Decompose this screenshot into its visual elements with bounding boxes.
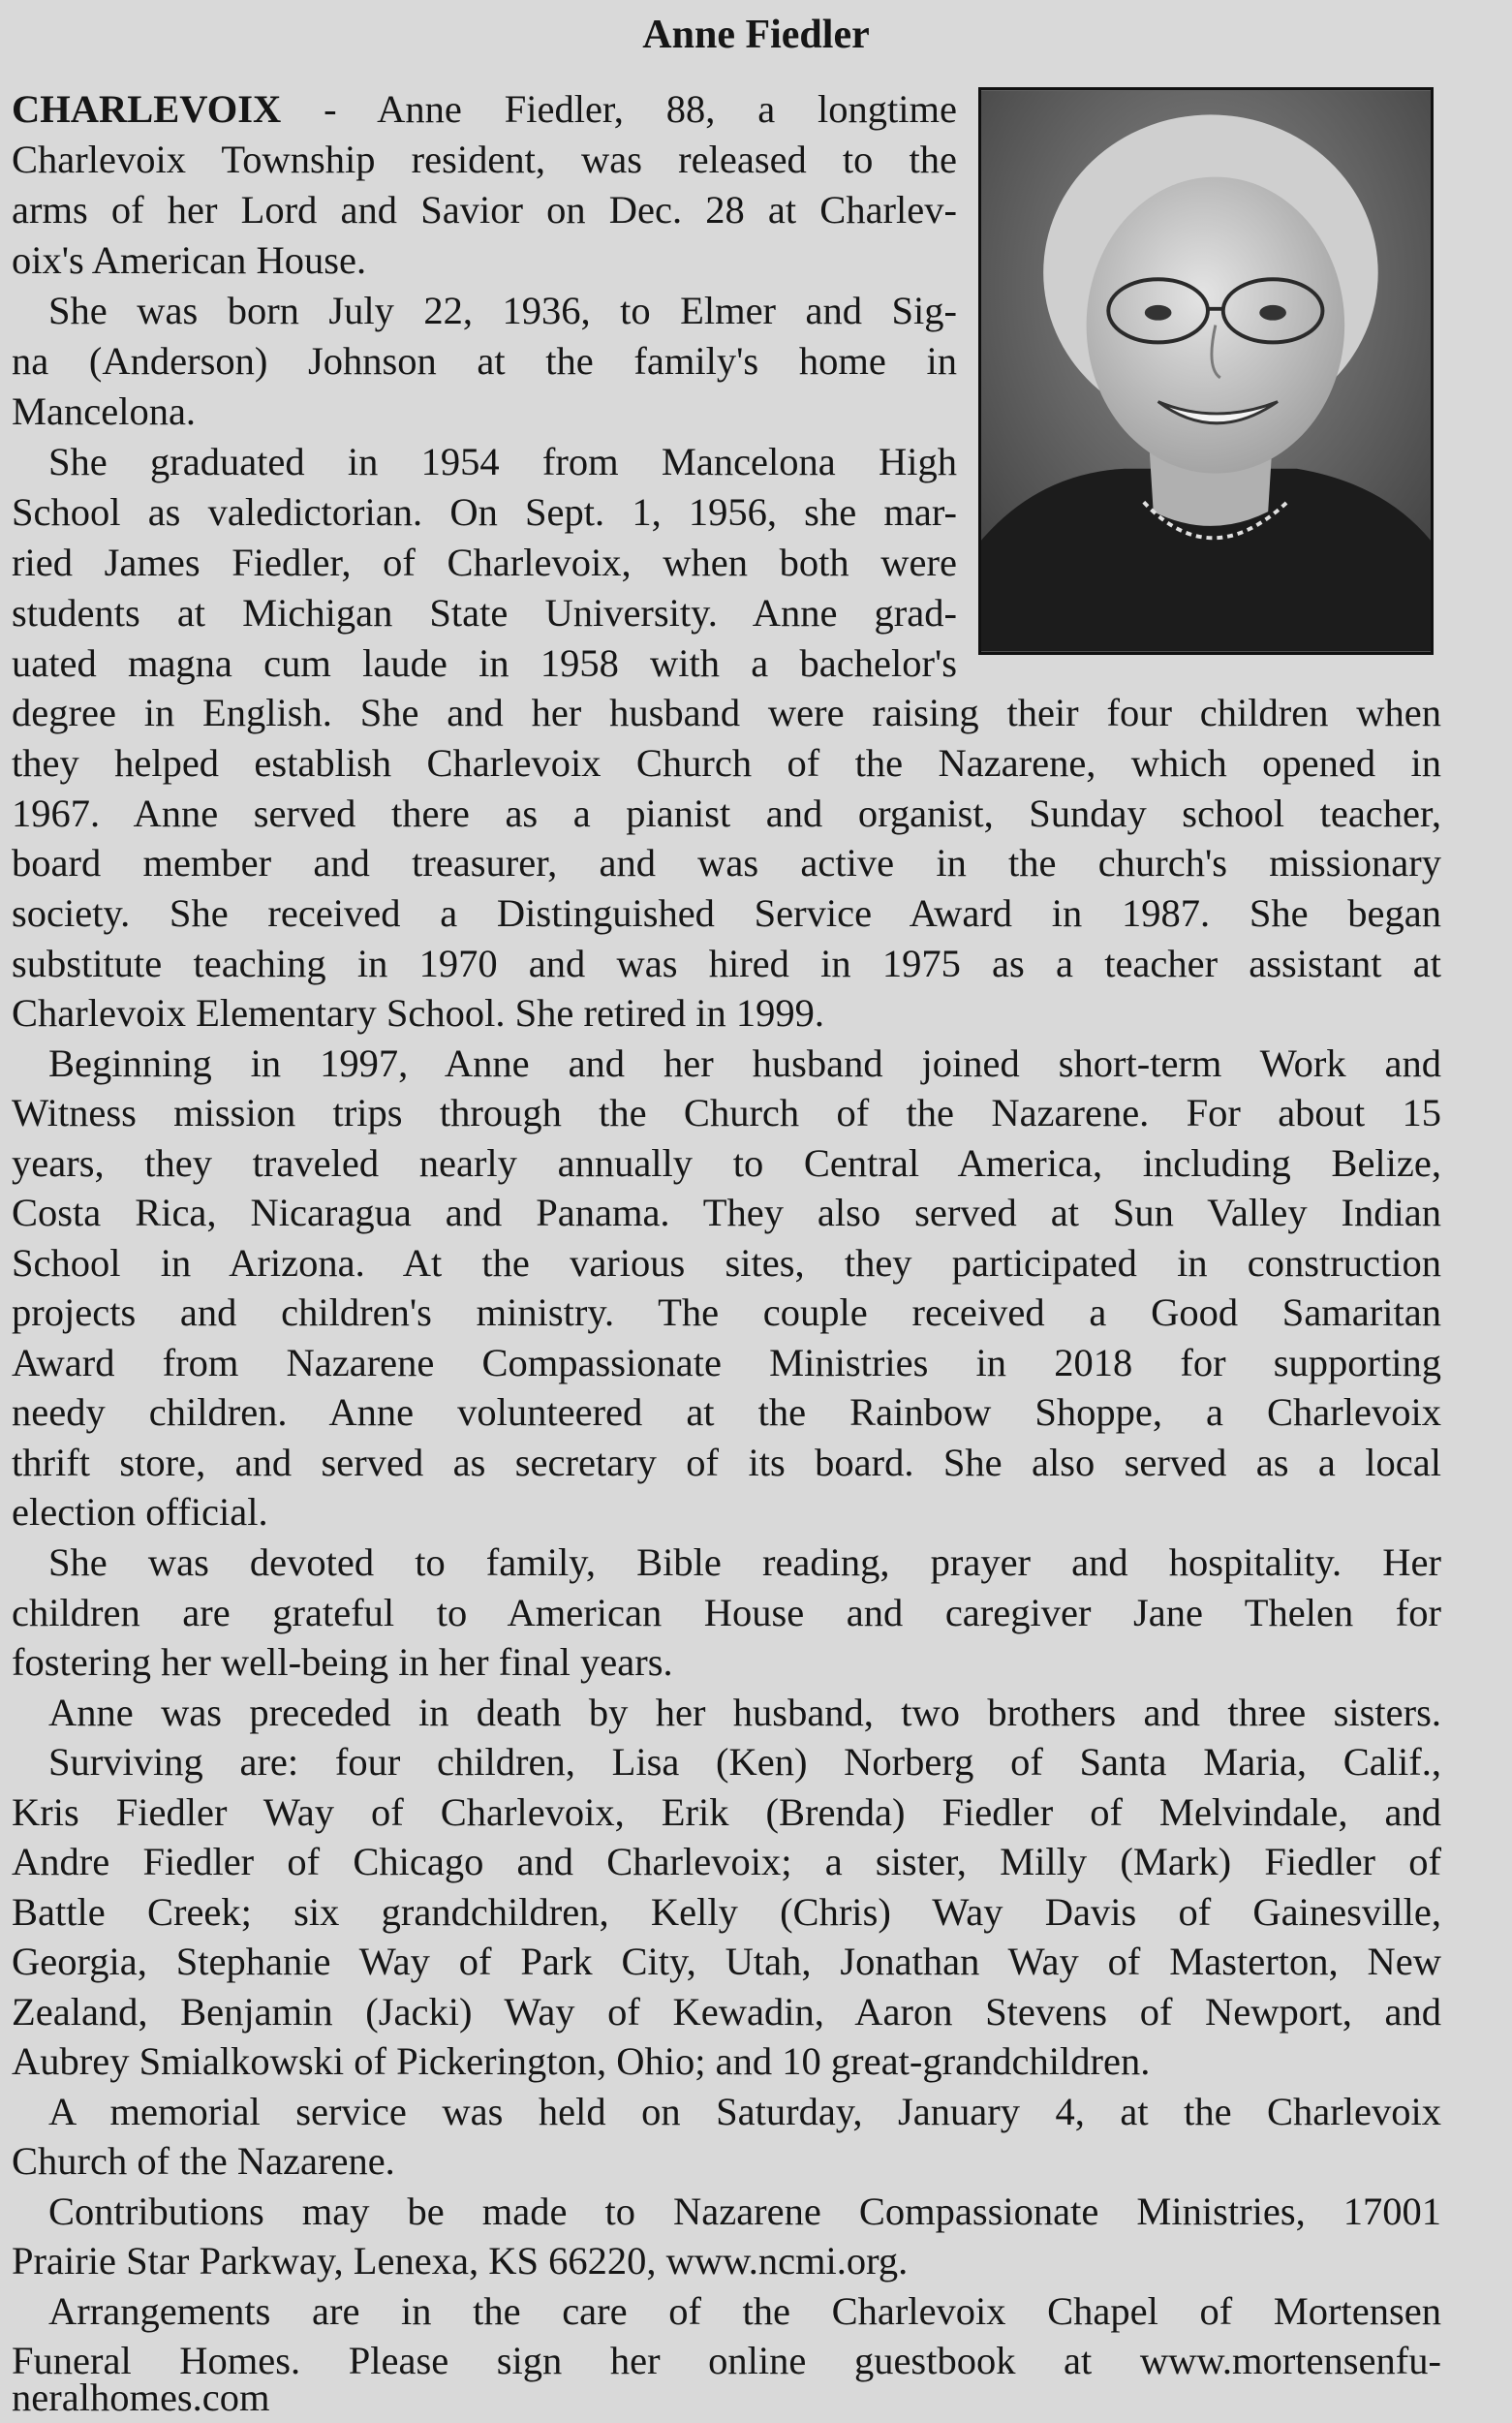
text-line: election official.	[12, 1490, 268, 1534]
text-line-content: - Anne Fiedler, 88, a longtime	[281, 87, 957, 131]
text-line: Beginning in 1997, Anne and her husband joined short-term Work and	[48, 1041, 1441, 1085]
text-line: needy children. Anne volunteered at the Rainbow Shoppe, a Charlevoix	[12, 1390, 1441, 1434]
text-line: years, they traveled nearly annually to Central America, including Belize,	[12, 1141, 1441, 1185]
text-line: Costa Rica, Nicaragua and Panama. They also served at Sun Valley Indian	[12, 1191, 1441, 1234]
text-line: degree in English. She and her husband were raising their four children when	[12, 691, 1441, 734]
text-line: School as valedictorian. On Sept. 1, 1956, she mar-	[12, 490, 957, 534]
text-line: School in Arizona. At the various sites, they participated in construction	[12, 1241, 1441, 1285]
text-line: Witness mission trips through the Church of the Nazarene. For about 15	[12, 1091, 1441, 1134]
text-line: oix's American House.	[12, 238, 367, 282]
text-line: Surviving are: four children, Lisa (Ken) Norberg of Santa Maria, Calif.,	[48, 1740, 1441, 1784]
text-line: Funeral Homes. Please sign her online guestbook at www.mortensenfu-	[12, 2339, 1441, 2382]
portrait-illustration	[981, 90, 1431, 652]
text-line: neralhomes.com	[12, 2376, 270, 2419]
text-line: Prairie Star Parkway, Lenexa, KS 66220, www.ncmi.org.	[12, 2239, 909, 2283]
text-line: Charlevoix Elementary School. She retired in 1999.	[12, 991, 825, 1035]
text-line: Zealand, Benjamin (Jacki) Way of Kewadin, Aaron Stevens of Newport, and	[12, 1990, 1441, 2034]
text-line: 1967. Anne served there as a pianist and organist, Sunday school teacher,	[12, 792, 1441, 835]
text-line: Mancelona.	[12, 389, 197, 433]
text-line: na (Anderson) Johnson at the family's home in	[12, 339, 957, 383]
text-line: She graduated in 1954 from Mancelona High	[48, 440, 957, 483]
text-line: Arrangements are in the care of the Charlevoix Chapel of Mortensen	[48, 2289, 1441, 2333]
text-line	[12, 85, 957, 134]
obituary-title: Anne Fiedler	[642, 13, 870, 57]
dateline: CHARLEVOIX	[12, 87, 282, 131]
text-line: Award from Nazarene Compassionate Ministries in 2018 for supporting	[12, 1341, 1441, 1384]
text-line: projects and children's ministry. The couple received a Good Samaritan	[12, 1290, 1441, 1334]
portrait-photo	[978, 87, 1434, 655]
text-line: students at Michigan State University. Anne grad-	[12, 591, 957, 635]
text-line: Contributions may be made to Nazarene Compassionate Ministries, 17001	[48, 2190, 1441, 2233]
text-line: Anne was preceded in death by her husband, two brothers and three sisters.	[48, 1691, 1441, 1734]
text-line: society. She received a Distinguished Service Award in 1987. She began	[12, 891, 1441, 935]
text-line: Aubrey Smialkowski of Pickerington, Ohio; and 10 great-grandchildren.	[12, 2039, 1151, 2083]
text-line: Kris Fiedler Way of Charlevoix, Erik (Brenda) Fiedler of Melvindale, and	[12, 1790, 1441, 1834]
text-line: board member and treasurer, and was active in the church's missionary	[12, 841, 1441, 885]
text-line: She was born July 22, 1936, to Elmer and Sig-	[48, 289, 957, 332]
text-line: they helped establish Charlevoix Church of the Nazarene, which opened in	[12, 741, 1441, 785]
text-line: Church of the Nazarene.	[12, 2139, 395, 2183]
text-line: thrift store, and served as secretary of its board. She also served as a local	[12, 1441, 1441, 1484]
text-line: She was devoted to family, Bible reading, prayer and hospitality. Her	[48, 1540, 1441, 1584]
text-line: children are grateful to American House and caregiver Jane Thelen for	[12, 1591, 1441, 1634]
text-line: Georgia, Stephanie Way of Park City, Utah, Jonathan Way of Masterton, New	[12, 1940, 1441, 1983]
text-line: fostering her well-being in her final years.	[12, 1640, 673, 1684]
text-line: ried James Fiedler, of Charlevoix, when both were	[12, 541, 957, 584]
text-line: A memorial service was held on Saturday, January 4, at the Charlevoix	[48, 2090, 1441, 2133]
text-line: uated magna cum laude in 1958 with a bachelor's	[12, 641, 957, 685]
text-line: Andre Fiedler of Chicago and Charlevoix; a sister, Milly (Mark) Fiedler of	[12, 1840, 1441, 1883]
text-line: arms of her Lord and Savior on Dec. 28 at Charlev-	[12, 188, 957, 232]
text-line: substitute teaching in 1970 and was hired in 1975 as a teacher assistant at	[12, 942, 1441, 985]
text-line: Charlevoix Township resident, was released to the	[12, 138, 957, 181]
text-line: Battle Creek; six grandchildren, Kelly (Chris) Way Davis of Gainesville,	[12, 1890, 1441, 1934]
